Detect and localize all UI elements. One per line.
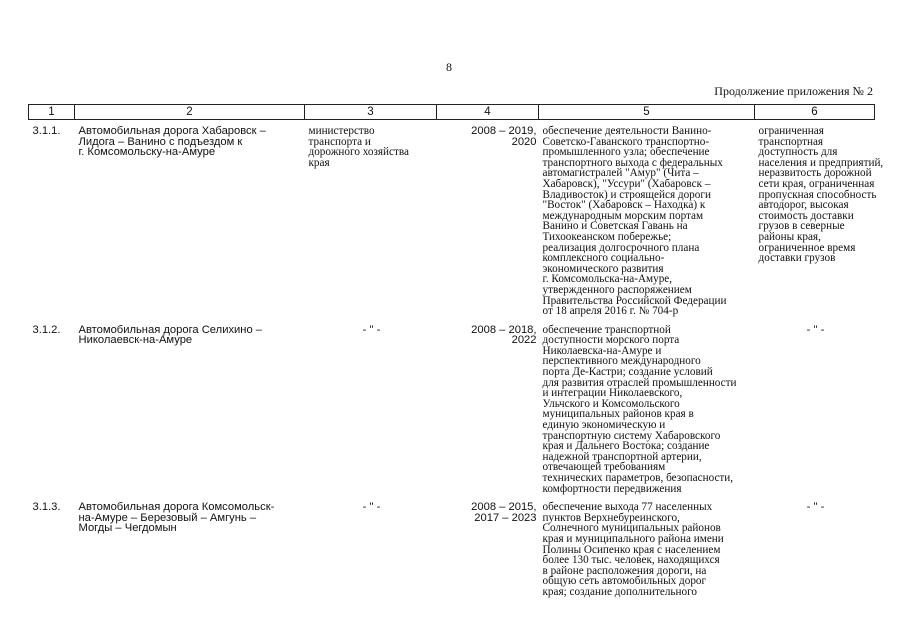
text-line: Ульчского и Комсомольского — [542, 397, 680, 410]
road-name-cell — [75, 120, 305, 319]
text-line: Автомобильная дорога Селихино – — [78, 323, 263, 336]
text-line: 2008 – 2015, — [471, 501, 537, 514]
goal-cell — [539, 319, 755, 497]
text-line: края и муниципального района имени — [542, 532, 724, 545]
text-line: экономического развития — [542, 262, 664, 275]
text-line: края; создание дополнительного — [542, 585, 698, 598]
text-line: отвечающей требованиям — [542, 461, 666, 474]
text-line: районы края, — [758, 230, 821, 243]
text-line: промышленного узла; обеспечение — [542, 146, 710, 159]
text-line: ограниченное время — [758, 241, 856, 254]
text-line: министерство — [308, 125, 375, 137]
text-line: транспортного выхода с федеральных — [542, 156, 723, 169]
text-line: Советско-Гаванского транспортно- — [542, 135, 710, 148]
text-line: г. Комсомольска-на-Амуре, — [542, 273, 673, 286]
text-line: Автомобильная дорога Комсомольск- — [78, 501, 275, 514]
row-number: 3.1.1. — [32, 125, 61, 137]
text-line: единую экономическую и — [542, 419, 666, 432]
table-header-row — [29, 105, 875, 120]
text-line: транспортную систему Хабаровского — [542, 429, 721, 442]
column-header-6: 6 — [755, 105, 875, 120]
text-line: дорожного хозяйства — [308, 146, 409, 159]
text-line: комфортности передвижения — [542, 482, 682, 495]
text-line: более 130 тыс. человек, находящихся — [542, 554, 720, 567]
responsible-org-cell — [305, 496, 437, 599]
page-number: 8 — [446, 60, 452, 74]
text-line: надежной транспортной артерии, — [542, 450, 702, 463]
column-header-5: 5 — [539, 105, 755, 120]
text-line: общую сеть автомобильных дорог — [542, 575, 707, 588]
text-line: от 18 апреля 2016 г. № 704-р — [542, 305, 679, 318]
text-line: стоимость доставки — [758, 209, 854, 222]
text-line: Правительства Российской Федерации — [542, 294, 727, 307]
text-line: Владивосток) и строящейся дороги — [542, 188, 711, 201]
text-line: сети края, ограниченная — [758, 177, 875, 190]
row-number: 3.1.2. — [32, 323, 61, 336]
text-line: - " - — [806, 323, 825, 336]
text-line: автодорог, высокая — [758, 199, 849, 212]
problem-cell — [755, 496, 875, 599]
goal-cell — [539, 120, 755, 319]
text-line: - " - — [362, 323, 381, 336]
road-name-cell — [75, 319, 305, 497]
text-line: муниципальных районов края в — [542, 408, 694, 421]
text-line: населения и предприятий, — [758, 156, 884, 169]
text-line: грузов в северные — [758, 220, 845, 233]
text-line: 2008 – 2019, — [471, 125, 537, 137]
goal-cell — [539, 496, 755, 599]
text-line: неразвитость дорожной — [758, 167, 872, 180]
text-line: доступность для — [758, 146, 838, 159]
text-line: Хабаровск), "Уссури" (Хабаровск – — [542, 177, 711, 190]
text-line: 2017 – 2023 — [474, 511, 537, 524]
text-line: Лидога – Ванино с подъездом к — [78, 135, 243, 148]
text-line: комплексного социально- — [542, 252, 665, 265]
text-line: обеспечение деятельности Ванино- — [542, 125, 712, 137]
text-line: доступности морского порта — [542, 334, 680, 347]
text-line: г. Комсомольску-на-Амуре — [78, 146, 216, 159]
text-line: 2022 — [511, 334, 537, 347]
column-header-3: 3 — [305, 105, 437, 120]
responsible-org-cell — [305, 319, 437, 497]
table-row — [29, 319, 875, 497]
problem-cell — [755, 319, 875, 497]
program-table — [28, 104, 884, 600]
text-line: технических параметров, безопасности, — [542, 472, 734, 484]
text-line: Тихоокеанском побережье; — [542, 230, 672, 243]
text-line: для развития отраслей промышленности — [542, 376, 737, 389]
text-line: обеспечение выхода 77 населенных — [542, 501, 713, 514]
text-line: международным морским портам — [542, 209, 704, 222]
text-line: и интеграции Николаевского, — [542, 387, 683, 400]
column-header-2: 2 — [75, 105, 305, 120]
text-line: Автомобильная дорога Хабаровск – — [78, 125, 266, 137]
text-line: пунктов Верхнебуреинского, — [542, 511, 680, 524]
years-cell — [437, 496, 539, 599]
text-line: в районе расположения дороги, на — [542, 564, 707, 577]
text-line: края — [308, 156, 330, 169]
text-line: ограниченная — [758, 125, 824, 137]
text-line: - " - — [806, 501, 825, 514]
text-line: перспективного международного — [542, 355, 701, 368]
text-line: Николаевска-на-Амуре и — [542, 344, 662, 357]
text-line: Николаевск-на-Амуре — [78, 334, 193, 347]
table-row — [29, 120, 875, 319]
text-line: Полины Осипенко края с населением — [542, 543, 721, 556]
continuation-title: Продолжение приложения № 2 — [714, 84, 873, 98]
text-line: Солнечного муниципальных районов — [542, 522, 721, 535]
text-line: утвержденного распоряжением — [542, 283, 692, 296]
text-line: края и Дальнего Востока; создание — [542, 440, 710, 453]
text-line: на-Амуре – Березовый – Амгунь – — [78, 511, 257, 524]
text-line: транспортная — [758, 135, 824, 148]
text-line: доставки грузов — [758, 252, 836, 265]
column-header-4: 4 — [437, 105, 539, 120]
text-line: - " - — [362, 501, 381, 514]
text-line: Могды – Чегдомын — [78, 522, 177, 535]
years-cell — [437, 319, 539, 497]
text-line: 2008 – 2018, — [471, 323, 537, 336]
table-row — [29, 496, 875, 599]
text-line: "Восток" (Хабаровск – Находка) к — [542, 199, 706, 212]
text-line: Ванино и Советская Гавань на — [542, 220, 688, 233]
row-number: 3.1.3. — [32, 501, 61, 514]
road-name-cell — [75, 496, 305, 599]
years-cell — [437, 120, 539, 319]
text-line: реализация долгосрочного плана — [542, 241, 700, 254]
text-line: порта Де-Кастри; создание условий — [542, 366, 713, 379]
text-line: транспорта и — [308, 135, 371, 148]
text-line: автомагистралей "Амур" (Чита – — [542, 167, 699, 180]
text-line: обеспечение транспортной — [542, 323, 671, 336]
problem-cell — [755, 120, 884, 319]
responsible-org-cell — [305, 120, 437, 319]
text-line: пропускная способность — [758, 188, 877, 201]
text-line: 2020 — [511, 135, 537, 148]
column-header-1: 1 — [29, 105, 75, 120]
